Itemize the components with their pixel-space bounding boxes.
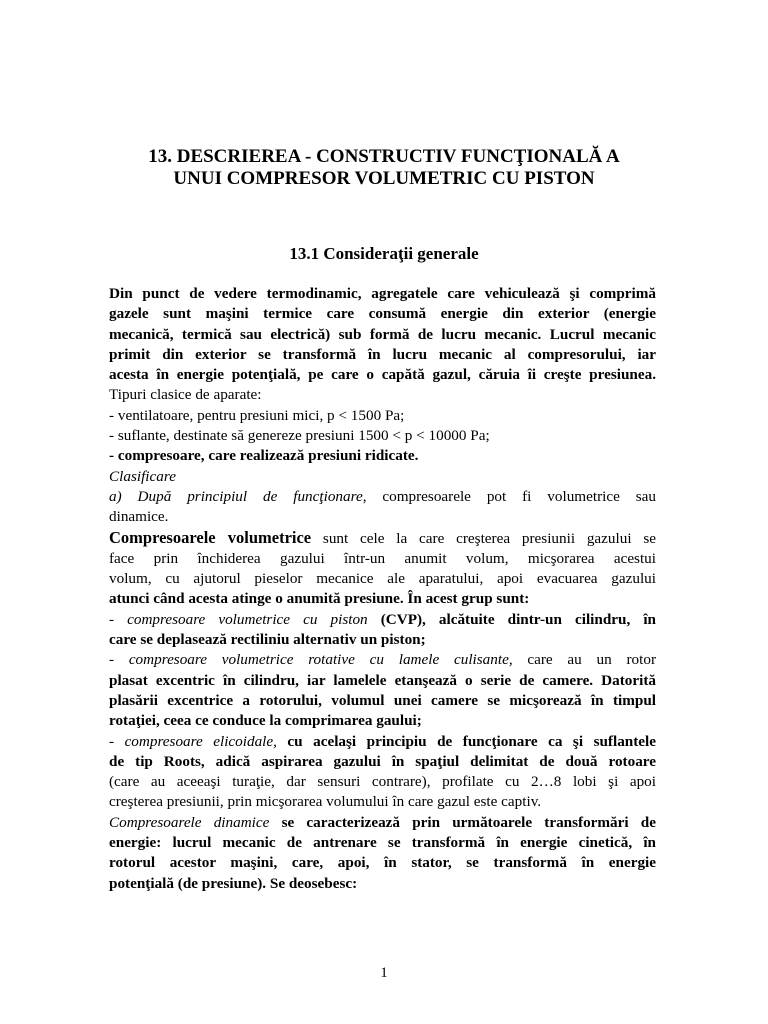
text-line: - suflante, destinate să genereze presiuni 1500 < p < 10000 Pa; — [109, 427, 490, 445]
section-heading: 13.1 Consideraţii generale — [289, 244, 479, 263]
text-line — [109, 650, 656, 670]
text-span: - compresoare volumetrice cu piston — [109, 610, 368, 628]
text-span: - compresoare elicoidale, — [109, 732, 277, 750]
text-line: rotaţiei, ceea ce conduce la comprimarea gaului; — [109, 712, 422, 730]
text-line — [109, 813, 656, 833]
text-span: sunt cele la care creşterea presiunii gazului se — [311, 529, 656, 547]
text-line: acesta în energie potenţială, pe care o capătă gazul, căruia îi creşte presiunea. — [109, 366, 656, 384]
text-line — [109, 528, 656, 549]
text-line: Din punct de vedere termodinamic, agregatele care vehiculează şi comprimă — [109, 285, 656, 302]
text-span: se caracterizează prin următoarele transformări de — [269, 813, 656, 831]
text-line: volum, cu ajutorul pieselor mecanice ale aparatului, apoi evacuarea gazului — [109, 570, 656, 588]
text-span: a) După principiul de funcţionare — [109, 487, 363, 505]
text-line: gazele sunt maşini termice care consumă energie din exterior (energie — [109, 305, 656, 323]
text-line — [109, 487, 656, 507]
text-line: - compresoare, care realizează presiuni ridicate. — [109, 447, 419, 465]
text-line: rotorul acestor maşini, care, apoi, în stator, se transformă în energie — [109, 854, 656, 872]
text-line — [109, 732, 656, 752]
text-span: (CVP), alcătuite dintr-un cilindru, în — [367, 610, 656, 628]
text-line: face prin închiderea gazului într-un anumit volum, micşorarea acestui — [109, 549, 656, 567]
text-line: potenţială (de presiune). Se deosebesc: — [109, 874, 358, 892]
document-title — [0, 146, 768, 190]
text-line: care se deplasează rectiliniu alternativ un piston; — [109, 631, 426, 649]
text-line: plasat excentric în cilindru, iar lamelele etanşează o serie de camere. Datorită — [109, 671, 656, 689]
text-span: Compresoarele dinamice — [109, 813, 270, 831]
text-line: mecanică, termică sau electrică) sub formă de lucru mecanic. Lucrul mecanic — [109, 325, 656, 343]
text-line: plasării excentrice a rotorului, volumul unei camere se micşorează în timpul — [109, 691, 656, 709]
text-line: energie: lucrul mecanic de antrenare se transformă în energie cinetică, în — [109, 834, 656, 852]
text-line: - ventilatoare, pentru presiuni mici, p < 1500 Pa; — [109, 406, 405, 424]
text-span: , compresoarele pot fi volumetrice sau — [362, 487, 656, 505]
text-line: dinamice. — [109, 508, 169, 526]
body-text — [109, 284, 656, 894]
text-line: de tip Roots, adică aspirarea gazului în spaţiul delimitat de două rotoare — [109, 752, 656, 770]
page-number: 1 — [380, 965, 388, 981]
text-span: cu acelaşi principiu de funcţionare ca şi suflantele — [276, 732, 657, 750]
text-line: primit din exterior se transformă în lucru mecanic al compresorului, iar — [109, 345, 656, 363]
text-span: Compresoarele volumetrice — [109, 527, 312, 547]
text-line: atunci când acesta atinge o anumită presiune. În acest grup sunt: — [109, 590, 530, 608]
text-line: creşterea presiunii, prin micşorarea volumului în care gazul este captiv. — [109, 793, 542, 811]
text-span: care au un rotor — [512, 651, 656, 669]
text-line — [109, 610, 656, 630]
text-span: - compresoare volumetrice rotative cu lamele culisante, — [109, 651, 513, 669]
title-line-2: UNUI COMPRESOR VOLUMETRIC CU PISTON — [173, 168, 595, 189]
text-line: Tipuri clasice de aparate: — [109, 386, 262, 404]
text-line: (care au aceeaşi turaţie, dar sensuri contrare), profilate cu 2…8 lobi şi apoi — [109, 773, 656, 791]
title-line-1: 13. DESCRIEREA - CONSTRUCTIV FUNCŢIONALĂ A — [148, 146, 620, 167]
classification-heading: Clasificare — [109, 467, 176, 485]
